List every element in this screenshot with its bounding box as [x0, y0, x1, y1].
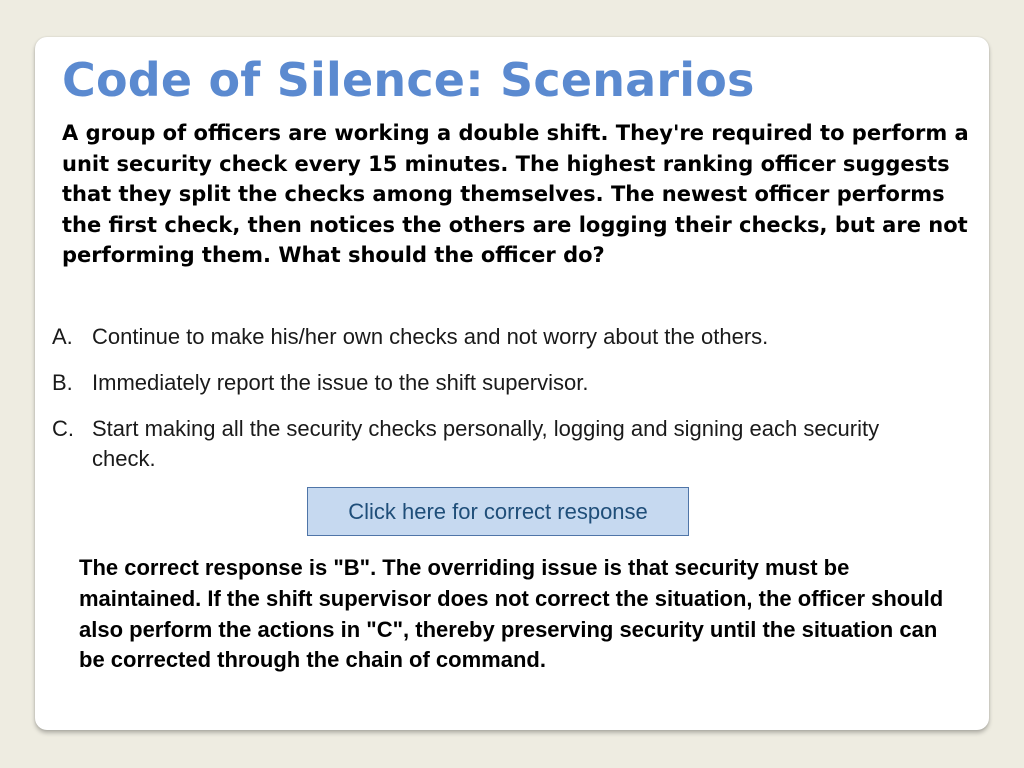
- option-b-text: Immediately report the issue to the shift supervisor.: [92, 370, 589, 395]
- option-a: [52, 322, 932, 352]
- option-b-letter: B.: [52, 370, 73, 395]
- option-c-text: Start making all the security checks personally, logging and signing each security check.: [92, 416, 880, 471]
- correct-response-button[interactable]: Click here for correct response: [307, 487, 689, 536]
- answer-options: [52, 322, 932, 490]
- option-a-text: Continue to make his/her own checks and not worry about the others.: [92, 324, 769, 349]
- scenario-text: A group of officers are working a double shift. They're required to perform a unit security check every 15 minutes. The highest ranking officer suggests that they split the checks among themselves. The newest officer performs the first check, then notices the others are logging their checks, but are not performing them. What should the officer do?: [62, 121, 969, 268]
- slide-title: Code of Silence: Scenarios: [62, 53, 755, 107]
- option-c-letter: C.: [52, 416, 74, 441]
- option-a-letter: A.: [52, 324, 73, 349]
- option-c: [52, 414, 932, 474]
- option-b: [52, 368, 932, 398]
- correct-response-text: The correct response is "B". The overriding issue is that security must be maintained. If the shift supervisor does not correct the situation, the officer should also perform the actions in "C", thereby preserving security until the situation can be corrected through the chain of command.: [79, 555, 944, 673]
